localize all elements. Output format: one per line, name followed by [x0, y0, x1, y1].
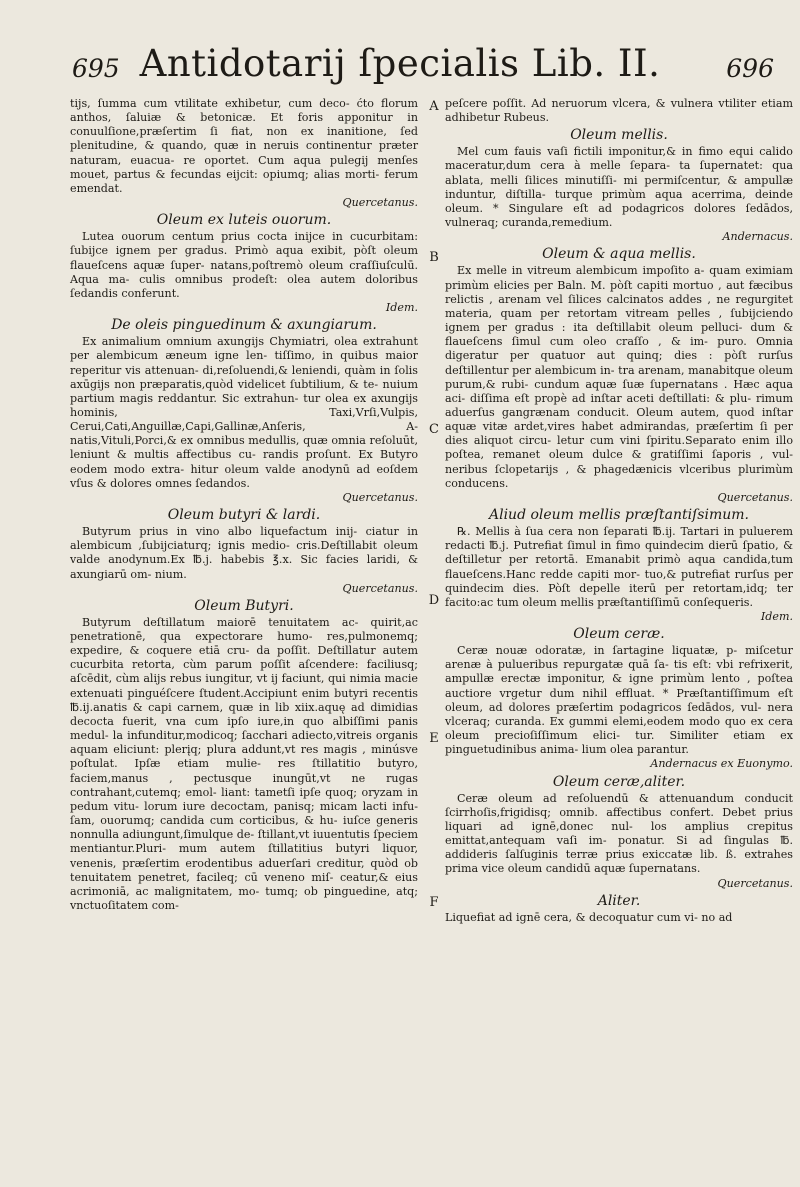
source-attribution: Andernacus ex Euonymo.	[650, 757, 793, 771]
source-attribution: Quercetanus.	[717, 876, 793, 890]
recipe-heading: Oleum mellis.	[570, 127, 668, 144]
body-paragraph: Liquefiat ad ignē cera, & decoquatur cum vi- no ad	[445, 910, 733, 924]
recipe-heading: Aliud oleum mellis præſtantiſsimum.	[488, 507, 749, 524]
margin-letter-b: B	[429, 250, 439, 265]
body-paragraph: Ceræ nouæ odoratæ, in ſartagine liquatæ, p- miſcetur arenæ à pulueribus repurgatæ quā ſa- tis eſt: vbi refrixerit, ampullæ erectæ imponitur, & igne primùm lento , poſtea auctiore vrgetur dum nihil effluat. * Præſtantiſſimum eſt oleum, ad dolores præſertim podagricos ſedādos, vul- nera vlceraq; curanda. Ex gummi elemi,eodem modo quo ex cera oleum precioſiſſimum elici- tur. Similiter etiam ex pinguetudinibus anima- lium olea parantur.	[445, 644, 793, 757]
source-attribution: Idem.	[385, 301, 418, 315]
margin-letter-f: F	[429, 895, 439, 910]
margin-letter-a: A	[429, 99, 439, 114]
recipe-heading: Oleum Butyri.	[194, 597, 294, 614]
recipe-heading: Oleum & aqua mellis.	[542, 246, 696, 263]
source-attribution: Andernacus.	[722, 230, 793, 244]
body-paragraph: Lutea ouorum centum prius cocta inijce in cucurbitam: ſubijce ignem per gradus. Primò aqua exibit, pòſt oleum flaueſcens aquæ ſuper- natans,poſtremò oleum craſſiuſculū. Aqua ma- culis omnibus prodeſt: olea autem doloribus ſedandis conferunt.	[70, 230, 418, 300]
recipe-heading: Aliter.	[597, 892, 641, 909]
left-column	[70, 97, 418, 913]
running-title: Antidotarij ſpecialis Lib. II.	[139, 42, 661, 85]
page-number-right: 696	[726, 54, 774, 83]
body-paragraph: Butyrum prius in vino albo liquefactum inij- ciatur in alembicum ,ſubijciaturq; ignis medio- cris.Deſtillabit oleum valde anodynum.Ex ℔.j. habebis ℥.x. Sic facies laridi, & axungiarū om- nium.	[70, 525, 418, 581]
margin-letter-d: D	[428, 593, 440, 608]
recipe-heading: De oleis pinguedinum & axungiarum.	[111, 317, 377, 334]
source-attribution: Quercetanus.	[342, 490, 418, 504]
recipe-heading: Oleum butyri & lardi.	[167, 507, 321, 524]
source-attribution: Quercetanus.	[717, 490, 793, 504]
source-attribution: Idem.	[760, 610, 793, 623]
page-header	[0, 40, 800, 90]
margin-letter-e: E	[429, 731, 439, 746]
body-paragraph: Mel cum fauis vaſi fictili imponitur,& in fimo equi calido maceratur,dum cera à melle ſepara- ta ſupernatet: qua ablata, melli ſilices minutiſſi- mi permiſcentur, & ampullæ induntur, diſtilla- turque primùm aqua acerrima, deinde oleum. * Singulare eſt ad podagricos dolores ſedādos, vulneraq; curanda,remedium.	[445, 145, 793, 230]
body-paragraph: Ex animalium omnium axungijs Chymiatri, olea extrahunt per alembicum æneum igne len- tiſſimo, in quibus maior reperitur vis attenuan- di,reſoluendi,& leniendi, quàm in ſolis axūgijs non præparatis,quòd videlicet ſubtilium, & te- nuium partium magis reddantur. Sic extrahun- tur olea ex axungijs hominis, Taxi,Vrſi,Vulpis, Cerui,Cati,Anguillæ,Capi,Gallinæ,Anſeris, A- natis,Vituli,Porci,& ex omnibus medullis, quæ omnia reſoluūt, leniunt & multis affectibus cu- randis proſunt. Ex Butyro eodem modo extra- hitur oleum valde anodynū ad eoſdem vſus & dolores omnes ſedandos.	[70, 335, 418, 490]
body-paragraph: ℞. Mellis à ſua cera non ſeparati ℔.ij. Tartari in puluerem redacti ℔.j. Putrefiat ſimul in fimo quindecim dierū ſpatio, & deſtilletur per retortā. Emanabit primò aqua candida,tum flaueſcens.Hanc redde capiti mor- tuo,& putrefiat rurſus per quindecim dies. Pòſt depelle iterū per retortam,idq; ter facito:ac tum oleum mellis præſtantiſſimū conſequeris.	[445, 525, 793, 609]
recipe-heading: Oleum ceræ.	[573, 626, 665, 643]
source-attribution: Quercetanus.	[342, 196, 418, 210]
recipe-heading: Oleum ex luteis ouorum.	[156, 212, 332, 229]
body-paragraph: peſcere poſſit. Ad neruorum vlcera, & vulnera vtiliter etiam adhibetur Rubeus.	[445, 97, 793, 125]
recipe-heading: Oleum ceræ,aliter.	[552, 773, 686, 790]
body-paragraph: tijs, ſumma cum vtilitate exhibetur, cum deco- ćto florum anthos, ſaluiæ & betonicæ. Et foris apponitur in conuulſione,præſertim ſi fiat, non ex inanitione, ſed plenitudine, & quando, quæ in neruis continentur præter naturam, euacua- re oportet. Cum aqua pulegij menſes mouet, partus & fecundas eijcit: opiumq; alias morti- ferum emendat.	[70, 97, 418, 195]
body-paragraph: Butyrum deſtillatum maiorē tenuitatem ac- quirit,ac penetrationē, qua expectorare humo- res,pulmonemq; expedire, & coquere etiā cru- da poſſit. Deſtillatur autem cucurbita retorta, cùm parum poſſit aſcendere: faciliusq; aſcēdit, cùm alijs rebus iungitur, vt ij faciunt, qui nimia macie extenuati pinguéſcere ſtudent.Accipiunt enim butyri recentis ℔.ij.anatis & capi carnem, quæ in lib xiix.aquę ad dimidias decocta fuerit, vna cum ipſo iure,in quo albiſſimi panis medul- la infunditur,modicoq; ſacchari adiecto,vitreis organis aquam eliciunt: plerįq; plura addunt,vt res magis , minúsve poſtulat. Ipſæ etiam mulie- res ſtillatitio butyro, faciem,manus , pectusque inungūt,vt ne rugas contrahant,cutemq; emol- liant: tametſi ipſe quoq; oryzam in pedum vitu- lorum iure decoctam, panisq; micam lacti infu- ſam, ouorumq; candida cum corticibus, & hu- iuſce generis nonnulla adiungunt,ſimulque de- ſtillant,vt iuuentutis ſpeciem mentiantur.Pluri- mum autem ſtillatitius butyri liquor, venenis, præſertim erodentibus aduerſari creditur, quòd ob tenuitatem penetret, facileq; cū veneno miſ- ceatur,& eius acrimoniā, ac malignitatem, mo- tumq; ob pinguedine, atq; vnctuoſitatem com-	[70, 615, 418, 912]
body-paragraph: Ceræ oleum ad reſoluendū & attenuandum conducit ſcirrhoſis,frigidisq; omnib. affectibus confert. Debet prius liquari ad ignē,donec nul- los amplius crepitus emittat,antequam vaſi im- ponatur. Si ad ſingulas ℔. addideris ſalſuginis terræ prius exiccatæ lib. ß. extrahes prima vice oleum candidū aquæ ſupernatans.	[445, 791, 793, 876]
margin-letter-c: C	[429, 422, 439, 437]
body-paragraph: Ex melle in vitreum alembicum impoſito a- quam eximiam primùm elicies per Baln. M. pòſt capiti mortuo , aut fæcibus relictis , arenam vel ſilices calcinatos addes , ne regurgitet materia, quam per retortam vitream pelles , ſubijciendo ignem per gradus : ita deſtillabit oleum pelluci- dum & flaueſcens ſimul cum oleo craſſo , & im- puro. Omnia digeratur per quatuor aut quinq; dies : pòſt rurſus deſtillentur per alembicum in- tra arenam, manabitque oleum purum,& rubi- cundum aquæ ſuæ ſupernatans . Hæc aqua aci- diſſima eſt propè ad inſtar aceti deſtillati: & plu- rimum aduerſus gangrænam conducit. Oleum autem, quod inſtar aquæ vitæ ardet,vires habet admirandas, præſertim ſi per dies aliquot circu- letur cum vini ſpiritu.Separato enim illo poſtea, remanet oleum dulce & gratiſſimi ſaporis , vul- neribus ſclopetarijs , & phagedænicis vlceribus plurimùm conducens.	[445, 264, 793, 490]
source-attribution: Quercetanus.	[342, 581, 418, 595]
page-number-left: 695	[72, 54, 120, 83]
right-column	[445, 97, 793, 925]
